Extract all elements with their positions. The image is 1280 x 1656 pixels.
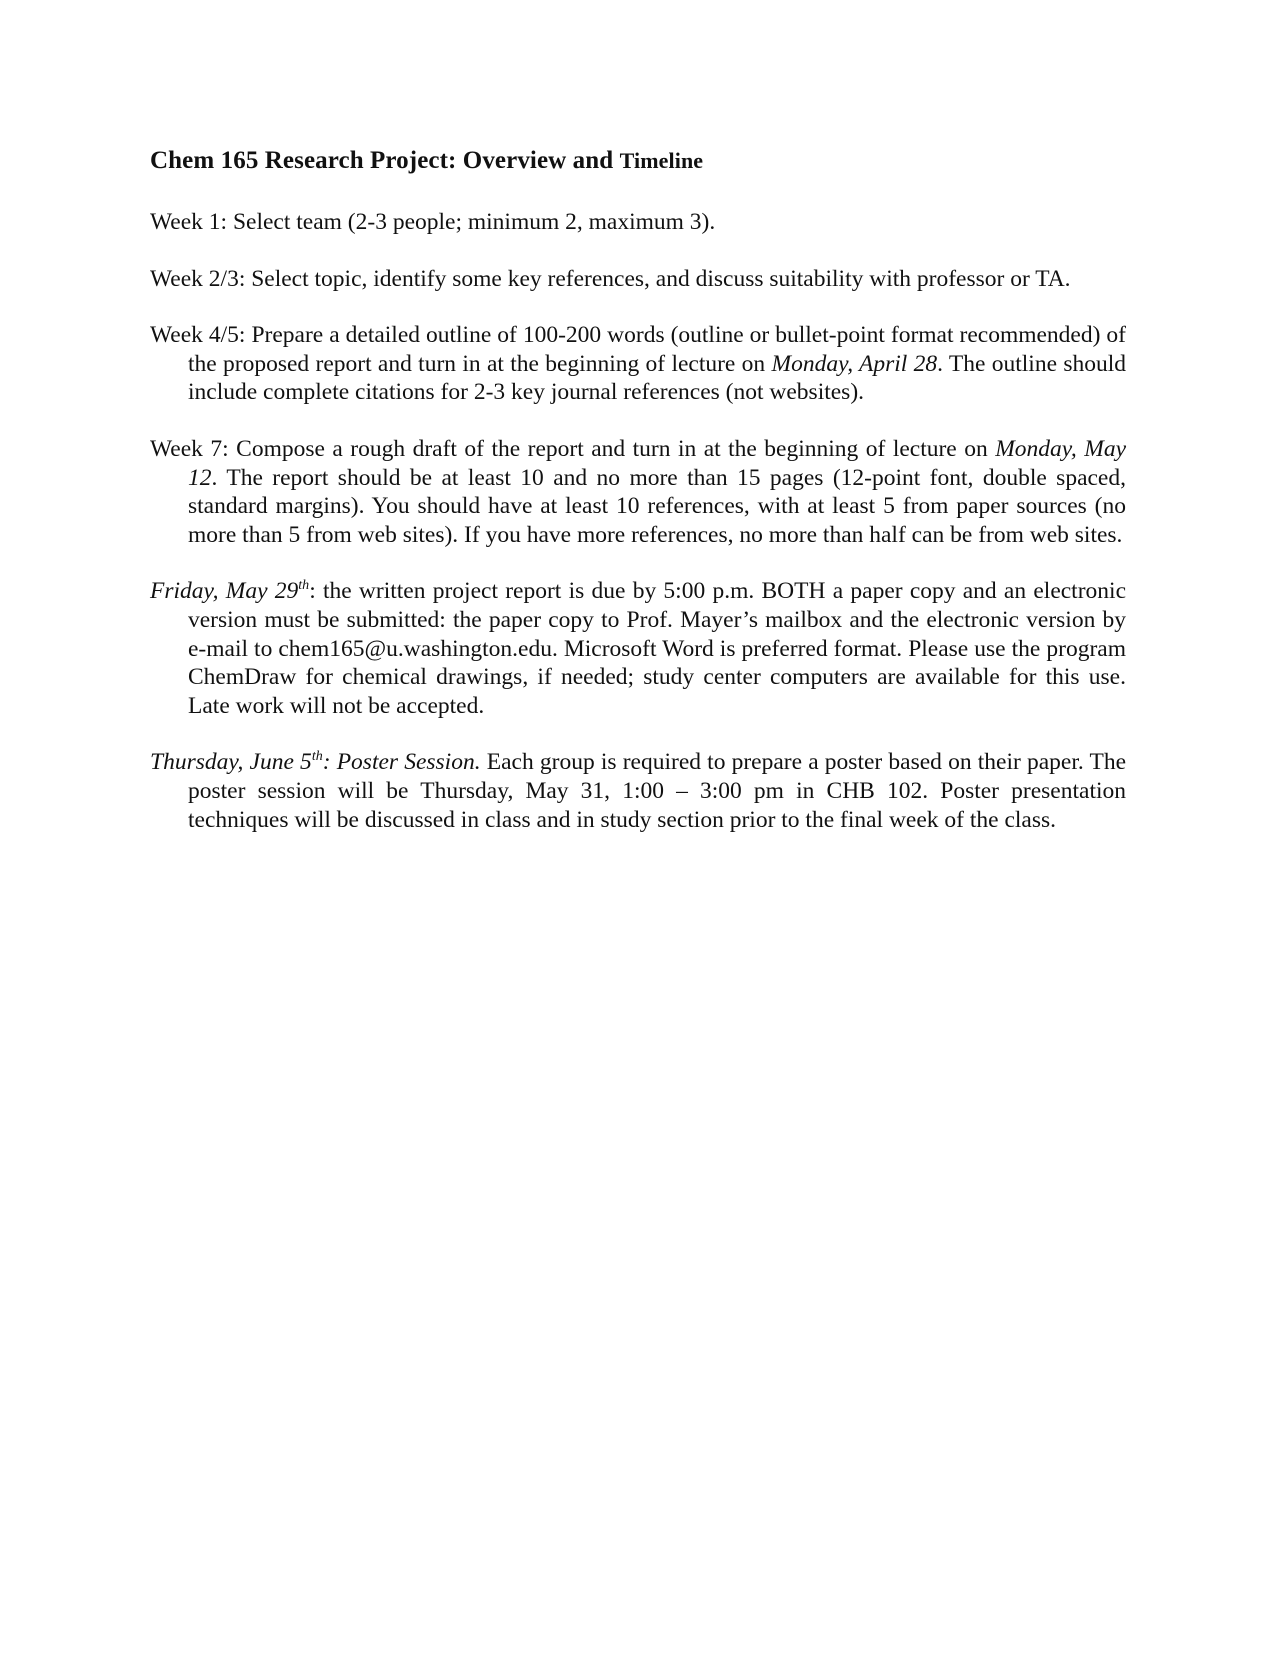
document-page xyxy=(150,146,1126,834)
entry-text: : the written project report is due by 5:00 p.m. BOTH a paper copy and an electronic version must be submitted: the paper copy to Prof. Mayer’s mailbox and the electronic version by e-mail to chem165@u.washington.edu. Microsoft Word is preferred format. Please use the program ChemDraw for chemical drawings, if needed; study center computers are available for this use. Late work will not be accepted. xyxy=(188,578,1126,719)
timeline-entry-week-1 xyxy=(150,208,1126,237)
document-title xyxy=(150,146,1126,176)
entry-lead: Week 2/3: xyxy=(150,265,246,292)
entry-text-continued: . The outline should include complete citations for 2-3 key journal references (not websites). xyxy=(188,350,1126,406)
timeline-entry-poster-session xyxy=(150,748,1126,834)
entry-text: Prepare a detailed outline of 100-200 words (outline or bullet-point format recommended) of the proposed report and turn in at the beginning of lecture on xyxy=(188,322,1127,377)
entry-date: Friday, May 29 xyxy=(150,578,299,605)
date-ordinal: th xyxy=(311,749,323,765)
entry-text: Select team (2-3 people; minimum 2, maximum 3). xyxy=(227,209,716,235)
entry-lead: Week 7: xyxy=(150,435,229,462)
timeline-entry-week-2-3 xyxy=(150,265,1126,294)
entry-lead: Week 1: xyxy=(150,209,228,235)
entry-date: Thursday, June 5 xyxy=(150,749,312,776)
title-tail: Timeline xyxy=(619,148,704,173)
timeline-entry-week-4-5 xyxy=(150,321,1126,407)
entry-text: Compose a rough draft of the report and turn in at the beginning of lecture on xyxy=(228,435,996,462)
entry-date: Monday, May 12 xyxy=(188,435,1126,491)
entry-lead: Week 4/5: xyxy=(150,322,246,349)
timeline-entry-report-due xyxy=(150,577,1126,720)
title-main: Chem 165 Research Project: Overview and xyxy=(150,147,614,174)
entry-date: Monday, April 28 xyxy=(771,350,938,377)
date-ordinal: th xyxy=(298,578,310,594)
entry-text: Select topic, identify some key references, and discuss suitability with professor or TA. xyxy=(245,265,1071,292)
timeline-entry-week-7 xyxy=(150,435,1126,549)
entry-text-continued: . The report should be at least 10 and no more than 15 pages (12-point font, double spaced, standard margins). You should have at least 10 references, with at least 5 from paper sources (no more than 5 from web sites). If you have more references, no more than half can be from web sites. xyxy=(188,464,1126,548)
entry-text: Each group is required to prepare a poster based on their paper. The poster session will be Thursday, May 31, 1:00 – 3:00 pm in CHB 102. Poster presentation techniques will be discussed in class and in study section prior to the final week of the class. xyxy=(188,749,1126,833)
entry-heading: : Poster Session. xyxy=(322,749,481,776)
